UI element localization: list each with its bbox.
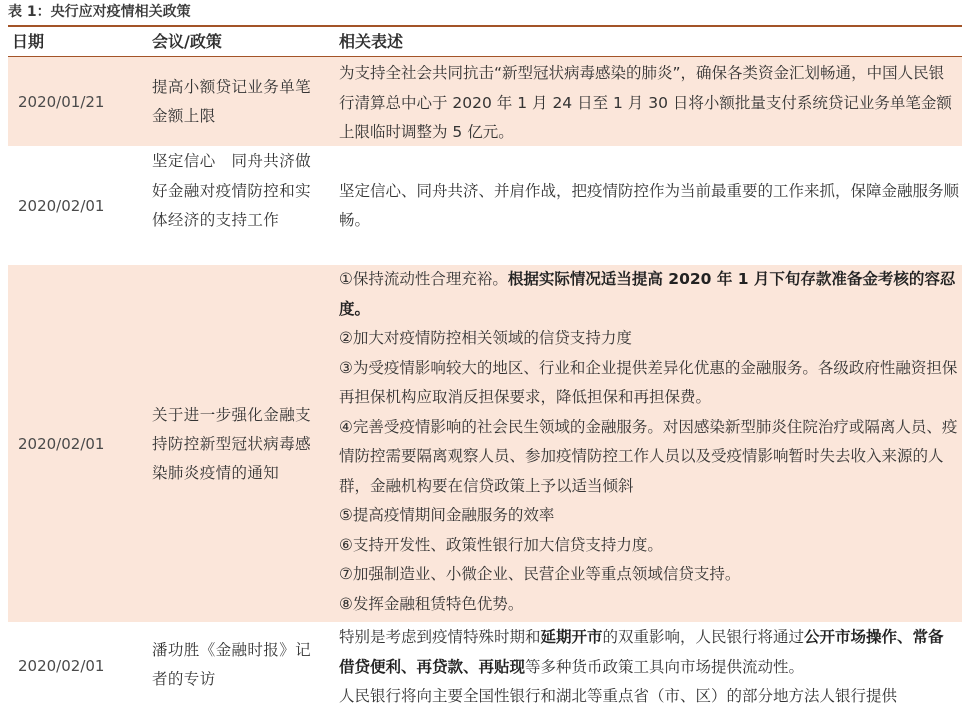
measure-item: ⑥支持开发性、政策性银行加大信贷支持力度。 [339, 535, 663, 554]
header-meeting: 会议/政策 [152, 32, 222, 51]
row-meeting: 潘功胜《金融时报》记者的专访 [152, 641, 312, 688]
row-description [339, 623, 959, 709]
row-date: 2020/02/01 [18, 435, 105, 453]
table-header [8, 27, 962, 56]
table-row [8, 147, 962, 265]
row-date: 2020/02/01 [18, 197, 105, 215]
table-row [8, 623, 962, 709]
measure-item: ③为受疫情影响较大的地区、行业和企业提供差异化优惠的金融服务。各级政府性融资担保再担保机构应取消反担保要求，降低担保和再担保费。 [339, 358, 958, 406]
row-date: 2020/01/21 [18, 93, 105, 111]
header-date: 日期 [12, 32, 45, 51]
table-row [8, 265, 962, 623]
measure-item: ⑤提高疫情期间金融服务的效率 [339, 506, 555, 524]
row-description: 为支持全社会共同抗击“新型冠状病毒感染的肺炎”，确保各类资金汇划畅通，中国人民银行清算总中心于 2020 年 1 月 24 日至 1 月 30 日将小额批量支付系统贷记业务单笔金额上限临时调整为 5 亿元。 [339, 64, 952, 141]
measure-item [339, 265, 959, 324]
interview-paragraph: 人民银行将向主要全国性银行和湖北等重点省（市、区）的部分地方法人银行提供 [339, 687, 898, 705]
row-meeting: 坚定信心 同舟共济做好金融对疫情防控和实体经济的支持工作 [152, 152, 312, 229]
row-date: 2020/02/01 [18, 657, 105, 675]
row-description: 坚定信心、同舟共济、并肩作战，把疫情防控作为当前最重要的工作来抓，保障金融服务顺畅。 [339, 181, 960, 229]
row-description [339, 265, 959, 619]
measure-lead: ①保持流动性合理充裕。 [339, 270, 508, 288]
measure-emphasis: 根据实际情况适当提高 2020 年 1 月下旬存款准备金考核的容忍度。 [339, 270, 956, 318]
header-desc: 相关表述 [339, 32, 404, 51]
measure-item: ②加大对疫情防控相关领域的信贷支持力度 [339, 329, 632, 347]
measure-item: ⑦加强制造业、小微企业、民营企业等重点领域信贷支持。 [339, 565, 741, 583]
table-row [8, 57, 962, 147]
measure-item: ⑧发挥金融租赁特色优势。 [339, 594, 524, 613]
interview-paragraph: 特别是考虑到疫情特殊时期和延期开市的双重影响，人民银行将通过公开市场操作、常备借贷便利、再贷款、再贴现等多种货币政策工具向市场提供流动性。 [339, 628, 944, 676]
table-caption: 表 1：央行应对疫情相关政策 [8, 4, 191, 20]
row-meeting: 提高小额贷记业务单笔金额上限 [152, 78, 312, 125]
row-meeting: 关于进一步强化金融支持防控新型冠状病毒感染肺炎疫情的通知 [152, 405, 312, 482]
measure-item: ④完善受疫情影响的社会民生领域的金融服务。对因感染新型肺炎住院治疗或隔离人员、疫情防控需要隔离观察人员、参加疫情防控工作人员以及受疫情影响暂时失去收入来源的人群，金融机构要在信贷政策上予以适当倾斜 [339, 417, 958, 495]
